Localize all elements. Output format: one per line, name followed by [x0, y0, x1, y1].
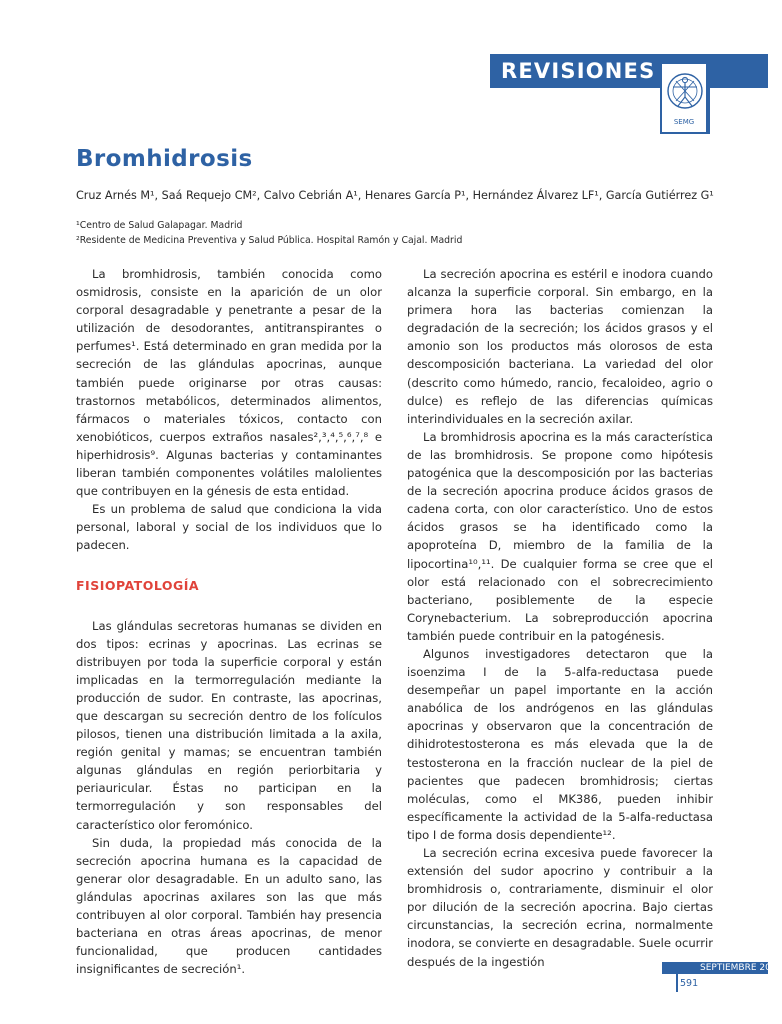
section-heading: FISIOPATOLOGÍA [76, 577, 200, 593]
section-label: REVISIONES [501, 59, 656, 83]
footer-date: SEPTIEMBRE 2005 [700, 963, 782, 973]
paragraph: La secreción ecrina excesiva puede favorecer la extensión del sudor apocrino y contribuir a la bromhidrosis o, contrariamente, disminuir el olor por dilución de la secreción apocrina. Bajo ciertas circunstancias, la secreción ecrina, normalmente inodora, se convierte en desagradable. Suele ocurrir después de la ingestión [407, 846, 713, 969]
paragraph: La bromhidrosis apocrina es la más característica de las bromhidrosis. Se propone como hipótesis patogénica que la descomposición por las bacterias de la secreción apocrina produce ácidos grasos de cadena corta, con olor característico. Uno de estos ácidos grasos se ha identificado como la apoproteína D, miembro de la familia de la lipocortina¹⁰,¹¹. De cualquier forma se cree que el olor está relacionado con el sobrecrecimiento bacteriano, posiblemente de la especie Corynebacterium. La sobreproducción apocrina también puede contribuir en la patogénesis. [407, 429, 713, 643]
article-authors: Cruz Arnés M¹, Saá Requejo CM², Calvo Cebrián A¹, Henares García P¹, Hernández Álvarez LF¹, García Gutiérrez G¹ [76, 189, 714, 202]
right-column [407, 265, 713, 971]
footer-tick [676, 962, 678, 992]
semg-logo [660, 64, 708, 134]
paragraph: Las glándulas secretoras humanas se dividen en dos tipos: ecrinas y apocrinas. Las ecrinas se distribuyen por toda la superficie corporal y están implicadas en la termorregulación mediante la producción de sudor. En contraste, las apocrinas, que descargan su secreción dentro de los folículos pilosos, tienen una distribución limitada a la axila, región genital y mamas; se encuentran también algunas glándulas en región periorbitaria y periauricular. Éstas no participan en la termorregulación y son responsables del característico olor feromónico. [76, 618, 382, 832]
article-title: Bromhidrosis [76, 146, 253, 172]
paragraph: Sin duda, la propiedad más conocida de la secreción apocrina humana es la capacidad de generar olor desagradable. En un adulto sano, las glándulas apocrinas axilares son las que más contribuyen al olor corporal. También hay presencia bacteriana en otras áreas apocrinas, de menor funcionalidad, que producen cantidades insignificantes de secreción¹. [76, 835, 382, 977]
paragraph: La secreción apocrina es estéril e inodora cuando alcanza la superficie corporal. Sin embargo, en la primera hora las bacterias comienzan la degradación de la secreción; los ácidos grasos y el amonio son los productos más olorosos de esta descomposición bacteriana. La variedad del olor (descrito como húmedo, rancio, fecaloideo, agrio o dulce) es reflejo de las diferencias químicas interindividuales en la secreción axilar. [407, 267, 713, 426]
paragraph: La bromhidrosis, también conocida como osmidrosis, consiste en la aparición de un olor corporal desagradable y penetrante a pesar de la utilización de desodorantes, antitranspirantes o perfumes¹. Está determinado en gran medida por la secreción de las glándulas apocrinas, aunque también puede originarse por otras causas: trastornos metabólicos, determinados alimentos, fármacos o materiales tóxicos, contacto con xenobióticos, cuerpos extraños nasales²,³,⁴,⁵,⁶,⁷,⁸ e hiperhidrosis⁹. Algunas bacterias y contaminantes liberan también componentes volátiles malolientes que contribuyen en la génesis de esta entidad. [76, 267, 382, 499]
left-column [76, 265, 382, 978]
semg-emblem-icon [665, 69, 705, 115]
logo-caption: SEMG [673, 118, 695, 126]
page-number: 591 [680, 978, 699, 989]
header-side-rule [708, 88, 710, 134]
paragraph: Es un problema de salud que condiciona la vida personal, laboral y social de los individuos que lo padecen. [76, 502, 382, 553]
paragraph: Algunos investigadores detectaron que la isoenzima I de la 5-alfa-reductasa puede desempeñar un papel importante en la acción anabólica de los andrógenos en las glándulas apocrinas y observaron que la concentración de dihidrotestosterona es más elevada que la de testosterona en la fracción nuclear de la piel de pacientes que padecen bromhidrosis; ciertas moléculas, como el MK386, pueden inhibir específicamente la actividad de la 5-alfa-reductasa tipo I de forma dosis dependiente¹². [407, 646, 713, 842]
affiliation-2: ²Residente de Medicina Preventiva y Salud Pública. Hospital Ramón y Cajal. Madrid [76, 235, 463, 246]
affiliation-1: ¹Centro de Salud Galapagar. Madrid [76, 220, 243, 231]
